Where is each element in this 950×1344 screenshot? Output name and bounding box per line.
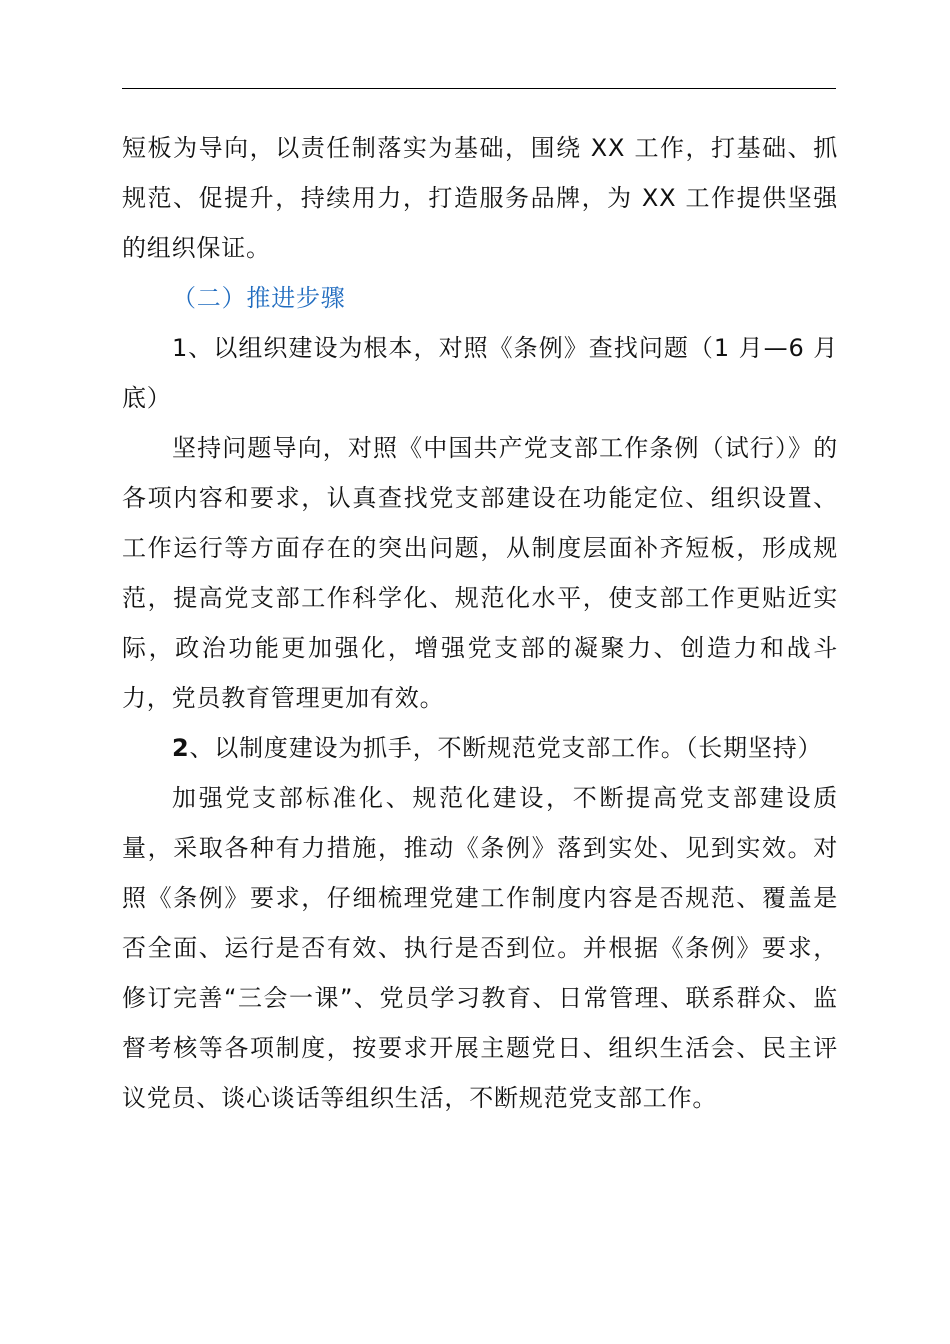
section-heading: （二）推进步骤	[172, 284, 346, 312]
header-rule	[122, 88, 836, 89]
step-2-number: 2	[172, 734, 190, 762]
paragraph-continuation: 短板为导向，以责任制落实为基础，围绕 XX 工作，打基础、抓规范、促提升，持续用力，打造服务品牌，为 XX 工作提供坚强的组织保证。	[122, 134, 838, 262]
step-1-body: 坚持问题导向，对照《中国共产党支部工作条例（试行）》的各项内容和要求，认真查找党支部建设在功能定位、组织设置、工作运行等方面存在的突出问题，从制度层面补齐短板，形成规范，提高党支部工作科学化、规范化水平，使支部工作更贴近实际，政治功能更加强化，增强党支部的凝聚力、创造力和战斗力，党员教育管理更加有效。	[122, 434, 838, 712]
document-body	[122, 123, 838, 1123]
step-2-title-text: 、以制度建设为抓手，不断规范党支部工作。（长期坚持）	[189, 734, 823, 762]
step-1-title: 1、以组织建设为根本，对照《条例》查找问题（1 月—6 月底）	[122, 334, 838, 412]
step-2-body: 加强党支部标准化、规范化建设，不断提高党支部建设质量，采取各种有力措施，推动《条例》落到实处、见到实效。对照《条例》要求，仔细梳理党建工作制度内容是否规范、覆盖是否全面、运行是否有效、执行是否到位。并根据《条例》要求，修订完善“三会一课”、党员学习教育、日常管理、联系群众、监督考核等各项制度，按要求开展主题党日、组织生活会、民主评议党员、谈心谈话等组织生活，不断规范党支部工作。	[122, 784, 838, 1112]
step-2-title	[122, 723, 838, 773]
